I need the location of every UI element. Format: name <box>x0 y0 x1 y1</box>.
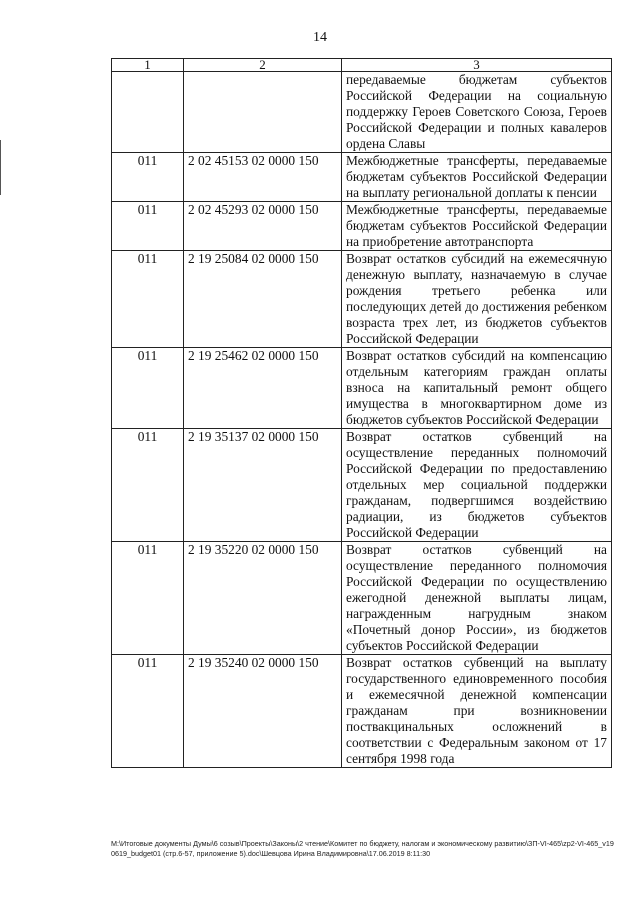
admin-code-cell: 011 <box>112 153 184 202</box>
table-row <box>112 542 612 655</box>
admin-code-cell: 011 <box>112 655 184 768</box>
admin-code-cell <box>112 72 184 153</box>
description-cell: Возврат остатков субсидий на компенсацию отдельным категориям граждан оплаты взноса на капитальный ремонт общего имущества в многоквартирном доме из бюджетов субъектов Российской Федерации <box>342 348 612 429</box>
kbk-code-cell: 2 19 25462 02 0000 150 <box>184 348 342 429</box>
kbk-code-cell: 2 19 35240 02 0000 150 <box>184 655 342 768</box>
column-header: 3 <box>342 59 612 72</box>
description-cell: Возврат остатков субсидий на ежемесячную денежную выплату, назначаемую в случае рождения третьего ребенка или последующих детей до достижения ребенком возраста трех лет, из бюджетов субъектов Российской Федерации <box>342 251 612 348</box>
description-cell: Возврат остатков субвенций на осуществление переданных полномочий Российской Федерации по предоставлению отдельных мер социальной поддержки гражданам, подвергшимся воздействию радиации, из бюджетов субъектов Российской Федерации <box>342 429 612 542</box>
page-number: 14 <box>313 30 327 45</box>
budget-classification-table <box>111 58 612 768</box>
column-header: 1 <box>112 59 184 72</box>
description-cell: Межбюджетные трансферты, передаваемые бюджетам субъектов Российской Федерации на выплату региональной доплаты к пенсии <box>342 153 612 202</box>
table-row <box>112 429 612 542</box>
description-cell: Возврат остатков субвенций на выплату государственного единовременного пособия и ежемесячной денежной компенсации гражданам при возникновении поствакцинальных осложнений в соответствии с Федеральным законом от 17 сентября 1998 года <box>342 655 612 768</box>
table-row <box>112 655 612 768</box>
admin-code-cell: 011 <box>112 251 184 348</box>
table-row <box>112 153 612 202</box>
kbk-code-cell: 2 02 45153 02 0000 150 <box>184 153 342 202</box>
description-cell: Возврат остатков субвенций на осуществление переданного полномочия Российской Федерации по осуществлению ежегодной денежной выплаты лицам, награжденным нагрудным знаком «Почетный донор России», из бюджетов субъектов Российской Федерации <box>342 542 612 655</box>
admin-code-cell: 011 <box>112 348 184 429</box>
kbk-code-cell <box>184 72 342 153</box>
scan-edge-mark <box>0 140 1 195</box>
table-row <box>112 348 612 429</box>
kbk-code-cell: 2 19 35220 02 0000 150 <box>184 542 342 655</box>
kbk-code-cell: 2 02 45293 02 0000 150 <box>184 202 342 251</box>
kbk-code-cell: 2 19 25084 02 0000 150 <box>184 251 342 348</box>
admin-code-cell: 011 <box>112 429 184 542</box>
column-header: 2 <box>184 59 342 72</box>
kbk-code-cell: 2 19 35137 02 0000 150 <box>184 429 342 542</box>
table-row <box>112 72 612 153</box>
table-row <box>112 251 612 348</box>
admin-code-cell: 011 <box>112 202 184 251</box>
admin-code-cell: 011 <box>112 542 184 655</box>
table-header-row <box>112 59 612 72</box>
document-path-footer: M:\Итоговые документы Думы\6 созыв\Проекты\Законы\2 чтение\Комитет по бюджету, налогам и экономическому развитию\ЗП-VI-465\zp2-VI-465_v190619_budget01 (стр.6-57, приложение 5).doc\Шевцова Ирина Владимировна\17.06.2019 8:11:30 <box>111 839 614 858</box>
table-row <box>112 202 612 251</box>
description-cell: передаваемые бюджетам субъектов Российской Федерации на социальную поддержку Героев Советского Союза, Героев Российской Федерации и полных кавалеров ордена Славы <box>342 72 612 153</box>
description-cell: Межбюджетные трансферты, передаваемые бюджетам субъектов Российской Федерации на приобретение автотранспорта <box>342 202 612 251</box>
